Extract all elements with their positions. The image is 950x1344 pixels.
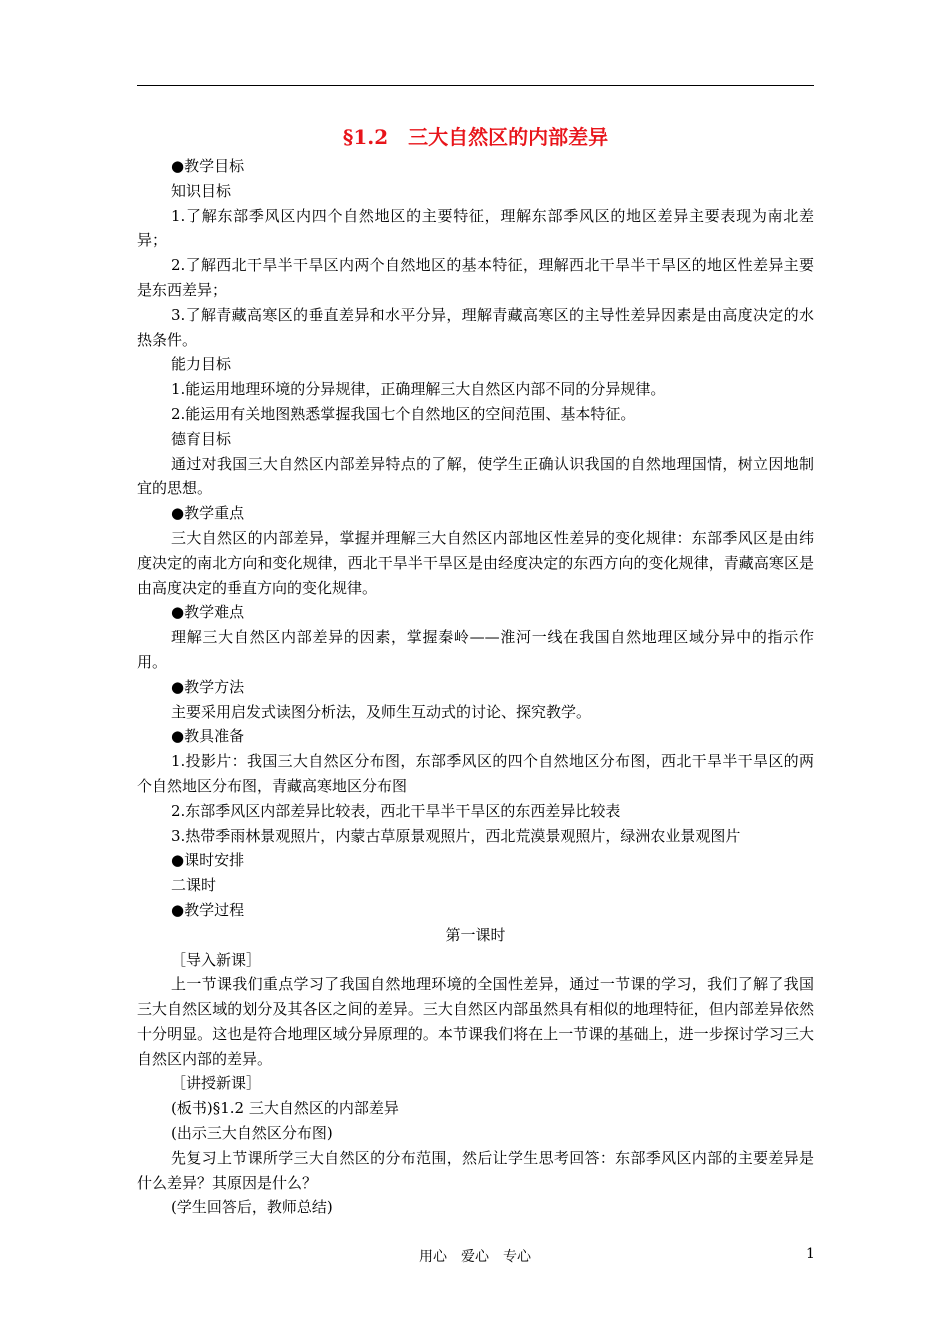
paragraph: 主要采用启发式读图分析法，及师生互动式的讨论、探究教学。 (171, 702, 592, 721)
section-heading: 第一课时 (445, 925, 506, 944)
text-line: ●教学难点 (171, 603, 245, 622)
text-line: ●教学重点 (171, 504, 245, 523)
text-line: 知识目标 (171, 181, 232, 200)
paragraph: 上一节课我们重点学习了我国自然地理环境的全国性差异，通过一节课的学习，我们了解了我国三大自然区域的划分及其各区之间的差异。三大自然区内部虽然具有相似的地理特征，但内部差异依然十分明显。这也是符合地理区域分异原理的。本节课我们将在上一节课的基础上，进一步探讨学习三大自然区内部的差异。 (137, 975, 814, 1068)
text-line: (出示三大自然区分布图) (171, 1124, 333, 1143)
page-number: 1 (806, 1246, 815, 1262)
paragraph: 先复习上节课所学三大自然区的分布范围，然后让学生思考回答：东部季风区内部的主要差异是什么差异？其原因是什么？ (137, 1148, 814, 1192)
text-line: 能力目标 (171, 355, 232, 374)
paragraph: 理解三大自然区内部差异的因素，掌握秦岭——淮河一线在我国自然地理区域分异中的指示作用。 (137, 628, 814, 671)
paragraph: 1.投影片：我国三大自然区分布图，东部季风区的四个自然地区分布图，西北干旱半干旱区的两个自然地区分布图，青藏高寒地区分布图 (137, 752, 814, 795)
text-line: (板书)§1.2 三大自然区的内部差异 (171, 1099, 399, 1118)
text-line: 二课时 (171, 876, 217, 895)
text-line: (学生回答后，教师总结) (171, 1198, 333, 1217)
paragraph: 1.了解东部季风区内四个自然地区的主要特征，理解东部季风区的地区差异主要表现为南北差异； (137, 206, 814, 250)
text-line: 德育目标 (171, 429, 232, 448)
paragraph: 3.热带季雨林景观照片，内蒙古草原景观照片，西北荒漠景观照片，绿洲农业景观图片 (171, 826, 741, 845)
text-line: ●教学过程 (171, 900, 245, 919)
paragraph: 2.东部季风区内部差异比较表，西北干旱半干旱区的东西差异比较表 (171, 801, 621, 820)
paragraph: 通过对我国三大自然区内部差异特点的了解，使学生正确认识我国的自然地理国情，树立因地制宜的思想。 (137, 454, 814, 498)
text-blocks (137, 154, 814, 1220)
paragraph: 1.能运用地理环境的分异规律，正确理解三大自然区内部不同的分异规律。 (171, 380, 666, 399)
page-title: §1.2 三大自然区的内部差异 (342, 125, 609, 149)
text-line: ●教学方法 (171, 677, 245, 696)
text-line: ●教学目标 (171, 157, 245, 175)
text-line: ［导入新课］ (171, 950, 262, 969)
paragraph: 2.了解西北干旱半干旱区内两个自然地区的基本特征，理解西北干旱半干旱区的地区性差异主要是东西差异； (137, 256, 814, 299)
header-rule (137, 85, 814, 86)
text-line: ●课时安排 (171, 851, 245, 870)
paragraph: 三大自然区的内部差异，掌握并理解三大自然区内部地区性差异的变化规律：东部季风区是由纬度决定的南北方向和变化规律，西北干旱半干旱区是由经度决定的东西方向的变化规律，青藏高寒区是由高度决定的垂直方向的变化规律。 (137, 528, 814, 597)
paragraph: 3.了解青藏高寒区的垂直差异和水平分异，理解青藏高寒区的主导性差异因素是由高度决定的水热条件。 (137, 305, 814, 349)
footer-motto: 用心 爱心 专心 (419, 1249, 531, 1265)
document-body (137, 120, 814, 1220)
paragraph: 2.能运用有关地图熟悉掌握我国七个自然地区的空间范围、基本特征。 (171, 404, 636, 423)
text-line: ●教具准备 (171, 727, 245, 746)
text-line: ［讲授新课］ (171, 1074, 262, 1093)
